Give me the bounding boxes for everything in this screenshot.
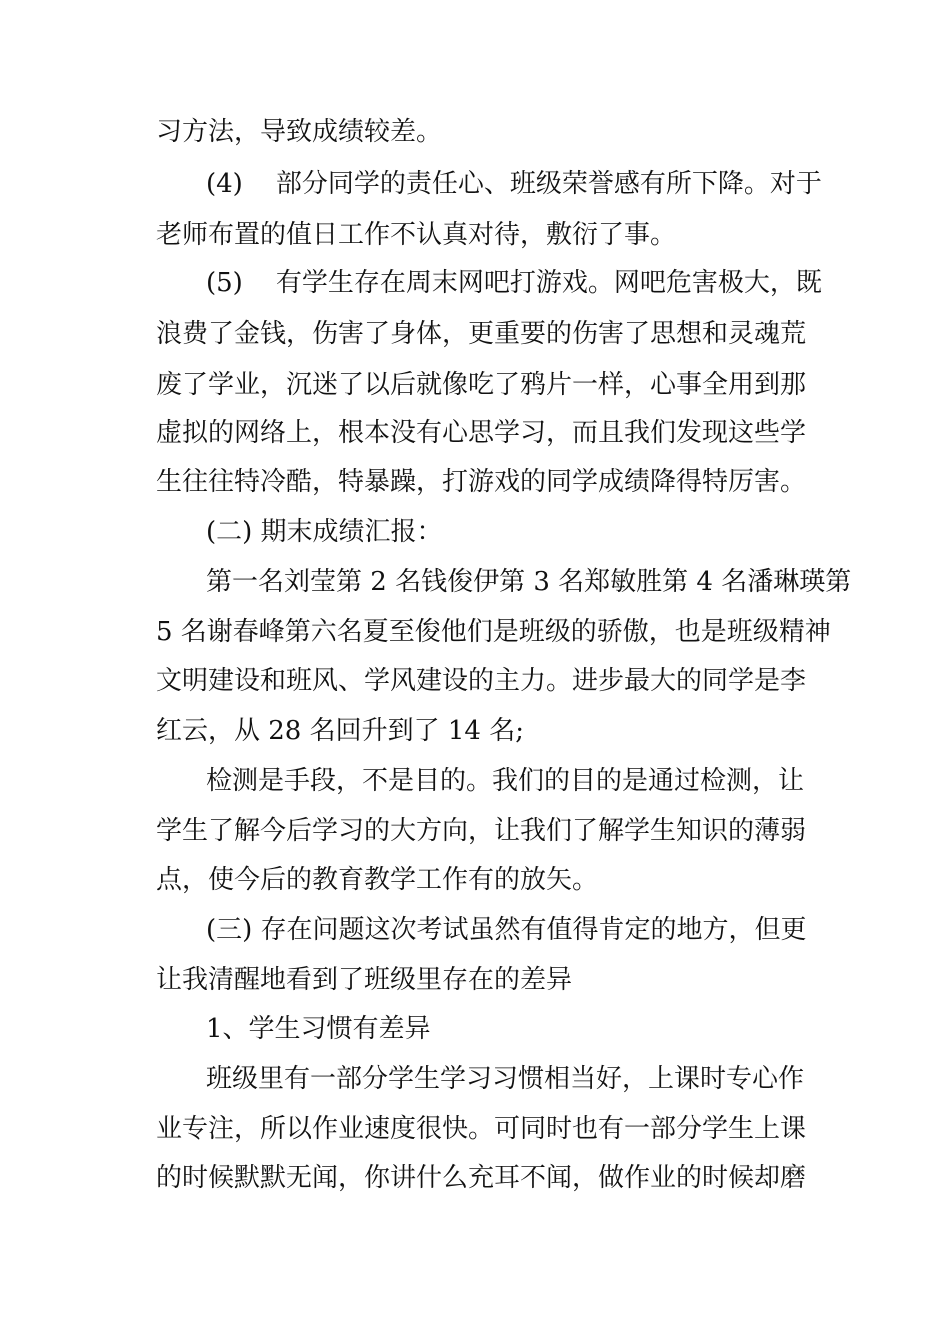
text-line: 红云，从 28 名回升到了 14 名;	[156, 716, 524, 746]
text-line: 虚拟的网络上，根本没有心思学习，而且我们发现这些学	[156, 418, 807, 448]
text-line: 让我清醒地看到了班级里存在的差异	[156, 965, 573, 995]
section-heading: (三) 存在问题这次考试虽然有值得肯定的地方，但更	[206, 915, 807, 945]
text-line: 班级里有一部分学生学习习惯相当好，上课时专心作	[206, 1064, 805, 1094]
text-line: 废了学业，沉迷了以后就像吃了鸦片一样，心事全用到那	[156, 370, 807, 400]
text-line: 业专注，所以作业速度很快。可同时也有一部分学生上课	[156, 1114, 807, 1144]
section-heading: (二) 期末成绩汇报：	[206, 517, 443, 547]
text-line: 生往往特冷酷，特暴躁，打游戏的同学成绩降得特厉害。	[156, 467, 807, 497]
text-line: 第一名刘莹第 2 名钱俊伊第 3 名郑敏胜第 4 名潘琳瑛第	[206, 567, 852, 597]
text-line: 的时候默默无闻，你讲什么充耳不闻，做作业的时候却磨	[156, 1163, 807, 1193]
text-line: (5) 有学生存在周末网吧打游戏。网吧危害极大，既	[206, 268, 822, 298]
text-line: 习方法，导致成绩较差。	[156, 117, 443, 147]
text-line: 检测是手段，不是目的。我们的目的是通过检测，让	[206, 766, 805, 796]
text-line: 老师布置的值日工作不认真对待，敷衍了事。	[156, 220, 677, 250]
text-line: (4) 部分同学的责任心、班级荣誉感有所下降。对于	[206, 169, 822, 199]
text-line: 5 名谢春峰第六名夏至俊他们是班级的骄傲，也是班级精神	[156, 617, 831, 647]
text-line: 学生了解今后学习的大方向，让我们了解学生知识的薄弱	[156, 816, 807, 846]
subsection-heading: 1、学生习惯有差异	[206, 1014, 431, 1044]
text-line: 浪费了金钱，伤害了身体，更重要的伤害了思想和灵魂荒	[156, 319, 807, 349]
text-line: 点，使今后的教育教学工作有的放矢。	[156, 865, 599, 895]
text-line: 文明建设和班风、学风建设的主力。进步最大的同学是李	[156, 666, 807, 696]
